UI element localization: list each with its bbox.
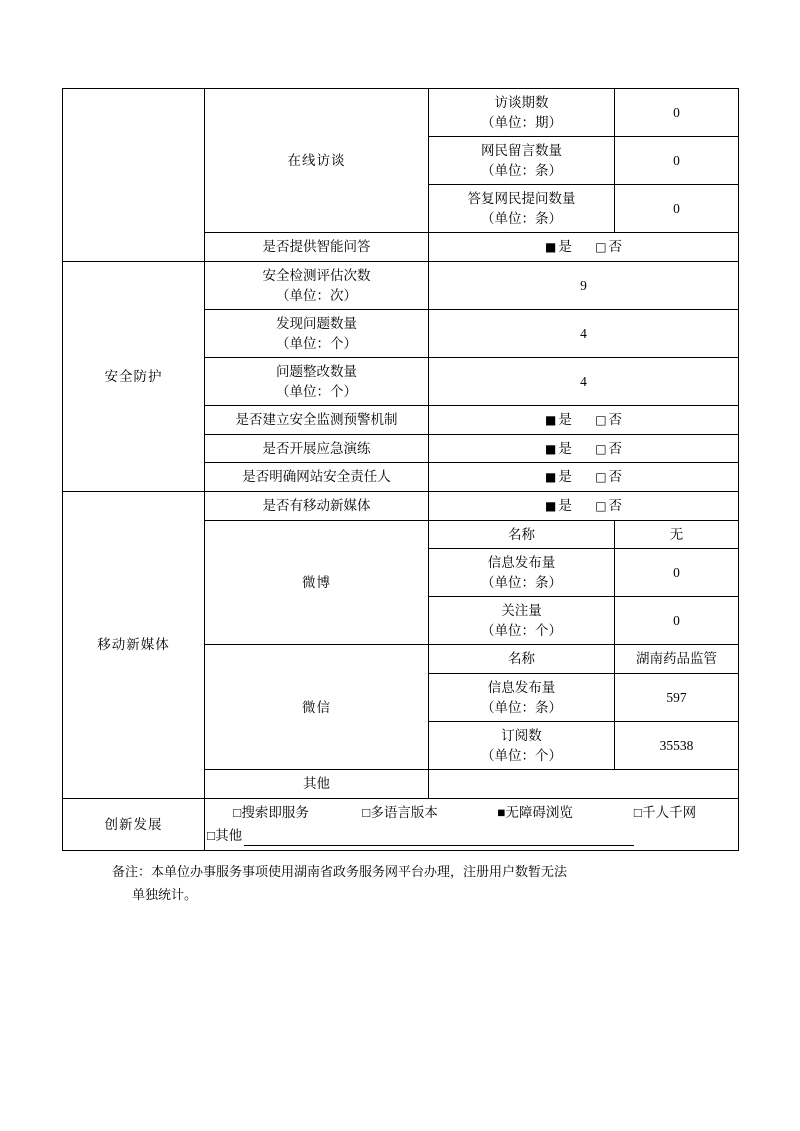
value-replied-questions: 0 — [615, 185, 739, 233]
label-security-protection: 安全防护 — [63, 261, 205, 491]
label-line2: （单位：次） — [276, 287, 357, 303]
label-line1: 安全检测评估次数 — [262, 267, 371, 283]
option-label: 否 — [608, 498, 623, 513]
checkbox-unchecked-icon: □ — [595, 413, 607, 428]
innovation-options-row — [207, 803, 736, 823]
choice-smart-qa — [429, 233, 739, 262]
option-multilingual[interactable] — [335, 803, 465, 823]
checkbox-unchecked-icon: □ — [595, 240, 607, 255]
label-weibo-posts — [429, 549, 615, 597]
label-line1: 信息发布量 — [487, 679, 556, 695]
option-label: 否 — [608, 239, 623, 255]
checkbox-checked-icon: ■ — [544, 470, 557, 485]
label-replied-questions — [429, 185, 615, 233]
checkbox-unchecked-icon: □ — [633, 804, 643, 820]
label-line2: （单位：条） — [481, 699, 562, 715]
label-line1: 关注量 — [501, 603, 542, 619]
value-weibo-name: 无 — [615, 520, 739, 549]
option-no[interactable] — [595, 496, 622, 516]
label-line2: （单位：条） — [481, 162, 562, 178]
option-label: 否 — [608, 412, 623, 428]
value-security-check-count: 9 — [429, 261, 739, 309]
checkbox-checked-icon: ■ — [544, 441, 557, 456]
option-yes[interactable] — [545, 496, 572, 516]
checkbox-unchecked-icon: □ — [207, 828, 216, 844]
choice-emergency-drill — [429, 434, 739, 463]
label-line2: （单位：条） — [481, 574, 562, 590]
option-label: 是 — [558, 239, 572, 255]
table-row — [63, 798, 739, 850]
option-yes[interactable] — [545, 439, 572, 459]
footnote-line2: 单独统计。 — [132, 886, 198, 902]
value-weixin-subscribers: 35538 — [615, 722, 739, 770]
checkbox-unchecked-icon: □ — [362, 804, 371, 820]
label-line2: （单位：期） — [481, 114, 562, 130]
label-line2: （单位：个） — [276, 383, 357, 399]
checkbox-unchecked-icon: □ — [595, 441, 607, 456]
option-label: 是 — [558, 440, 572, 456]
annual-report-table — [62, 88, 739, 851]
option-search-as-service[interactable] — [207, 803, 335, 823]
value-weibo-posts: 0 — [615, 549, 739, 597]
label-security-check-count — [205, 261, 429, 309]
label-warning-mechanism: 是否建立安全监测预警机制 — [205, 406, 429, 435]
checkbox-checked-icon: ■ — [497, 804, 506, 820]
option-label: 多语言版本 — [370, 804, 438, 820]
label-issues-found — [205, 310, 429, 358]
choice-security-officer — [429, 463, 739, 492]
value-other-media — [429, 770, 739, 799]
choice-has-mobile-media — [429, 492, 739, 521]
option-label: 其他 — [215, 828, 243, 844]
table-row — [63, 89, 739, 137]
option-label: 是 — [558, 412, 572, 428]
footnote — [62, 861, 738, 907]
label-line2: （单位：个） — [481, 622, 562, 638]
option-yes[interactable] — [545, 410, 572, 430]
table-row — [63, 261, 739, 309]
label-line2: （单位：个） — [481, 747, 562, 763]
label-issues-fixed — [205, 358, 429, 406]
option-no[interactable] — [595, 410, 622, 430]
option-label: 搜索即服务 — [241, 804, 309, 820]
label-mobile-media: 移动新媒体 — [63, 492, 205, 799]
label-security-officer: 是否明确网站安全责任人 — [205, 463, 429, 492]
label-weixin-posts — [429, 673, 615, 721]
value-issues-found: 4 — [429, 310, 739, 358]
label-smart-qa: 是否提供智能问答 — [205, 233, 429, 262]
label-emergency-drill: 是否开展应急演练 — [205, 434, 429, 463]
value-weixin-name: 湖南药品监管 — [615, 645, 739, 674]
label-netizen-messages — [429, 137, 615, 185]
value-issues-fixed: 4 — [429, 358, 739, 406]
checkbox-unchecked-icon: □ — [233, 804, 242, 820]
option-personalized[interactable] — [605, 803, 725, 823]
checkbox-checked-icon: ■ — [544, 413, 557, 428]
choice-warning-mechanism — [429, 406, 739, 435]
label-weixin-subscribers — [429, 722, 615, 770]
option-label: 是 — [558, 469, 572, 485]
label-other-media: 其他 — [205, 770, 429, 799]
checkbox-checked-icon: ■ — [544, 499, 557, 513]
cell-empty-top-left — [63, 89, 205, 262]
label-line1: 信息发布量 — [487, 555, 556, 571]
checkbox-unchecked-icon: □ — [595, 499, 607, 513]
label-line2: （单位：条） — [481, 210, 562, 226]
option-label: 否 — [608, 440, 623, 456]
footnote-line1: 备注：本单位办事服务事项使用湖南省政务服务网平台办理，注册用户数暂无法 — [112, 863, 568, 879]
label-line1: 发现问题数量 — [276, 316, 357, 332]
option-label: 无障碍浏览 — [505, 804, 573, 820]
value-interview-count: 0 — [615, 89, 739, 137]
innovation-other-row — [207, 826, 736, 846]
value-weibo-followers: 0 — [615, 597, 739, 645]
option-accessibility[interactable] — [465, 803, 605, 823]
innovation-other-input[interactable] — [244, 831, 634, 846]
label-weibo-name: 名称 — [429, 520, 615, 549]
label-line1: 网民留言数量 — [481, 143, 562, 159]
option-label: 是 — [558, 498, 572, 513]
value-weixin-posts: 597 — [615, 673, 739, 721]
label-weibo-followers — [429, 597, 615, 645]
label-line1: 答复网民提问数量 — [467, 191, 576, 207]
label-weixin-name: 名称 — [429, 645, 615, 674]
option-other[interactable] — [207, 826, 242, 846]
checkbox-unchecked-icon: □ — [595, 470, 607, 485]
option-label: 千人千网 — [642, 804, 697, 820]
value-netizen-messages: 0 — [615, 137, 739, 185]
label-line1: 订阅数 — [501, 728, 542, 744]
option-no[interactable] — [595, 237, 622, 257]
label-online-interview: 在线访谈 — [205, 89, 429, 233]
option-yes[interactable] — [545, 467, 572, 487]
label-line2: （单位：个） — [276, 335, 357, 351]
innovation-options-cell — [205, 798, 739, 850]
label-interview-count — [429, 89, 615, 137]
label-line1: 访谈期数 — [494, 95, 549, 110]
option-yes[interactable] — [545, 237, 572, 257]
option-no[interactable] — [595, 467, 622, 487]
option-label: 否 — [608, 469, 623, 485]
label-weibo: 微博 — [205, 520, 429, 645]
label-weixin: 微信 — [205, 645, 429, 770]
table-row — [63, 492, 739, 521]
label-line1: 问题整改数量 — [276, 364, 357, 380]
option-no[interactable] — [595, 439, 622, 459]
label-innovation-development: 创新发展 — [63, 798, 205, 850]
label-has-mobile-media: 是否有移动新媒体 — [205, 492, 429, 521]
checkbox-checked-icon: ■ — [544, 240, 557, 255]
